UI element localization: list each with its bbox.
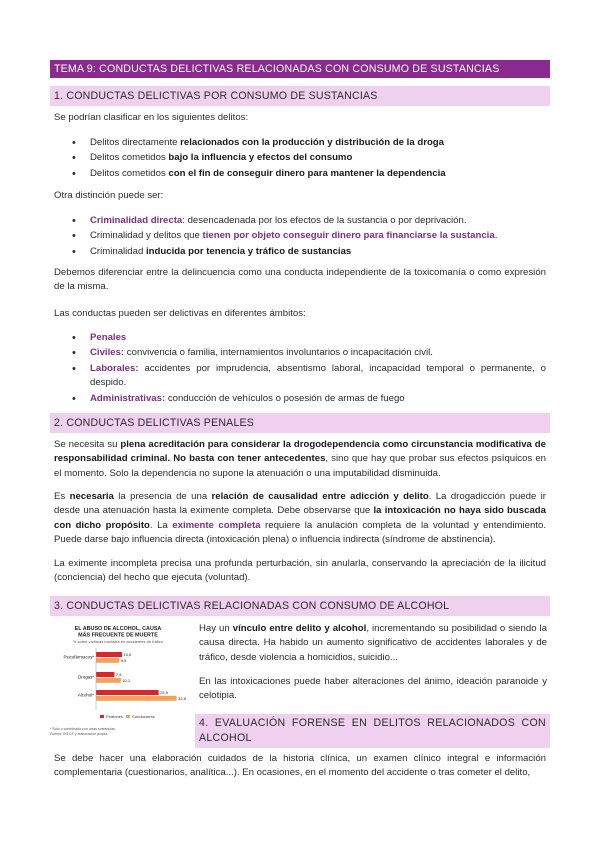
section-3-paragraph-1: Hay un vínculo entre delito y alcohol, incrementando su posibilidad o siendo la causa directa. Ha habido un aumento significativo de accidentes laborales y de tráfico, desde violencia a homicidios, suicidio... <box>199 623 547 663</box>
bar-conductores <box>96 658 119 663</box>
bar-value-label: 9,5 <box>120 657 127 663</box>
list-item: • Criminalidad directa: desencadenada por los efectos de la sustancia o por deprivación. <box>70 214 546 228</box>
chart-legend <box>100 714 155 719</box>
chart-title-line-1: EL ABUSO DE ALCOHOL, CAUSA <box>74 626 162 632</box>
section-3-paragraph-2: En las intoxicaciones puede haber alteraciones del ánimo, ideación paranoide y celotipia. <box>199 676 547 702</box>
section-4-heading: 4. EVALUACIÓN FORENSE EN DELITOS RELACIONADOS CON ALCOHOL <box>195 714 550 748</box>
chart-subtitle: % sobre víctimas mortales en accidentes de tráfico <box>72 639 164 644</box>
criminality-list <box>70 214 546 260</box>
bar-conductores <box>96 696 177 701</box>
bar-peatones <box>96 652 122 657</box>
section-1-intro: Se podrían clasificar en los siguientes delitos: <box>54 112 249 123</box>
bar-value-label: 32,8 <box>178 695 186 701</box>
section-1-paragraph-2: Las conductas pueden ser delictivas en diferentes ámbitos: <box>54 308 306 319</box>
chart-footnote: * Solo o combinado con otras sustancias <box>50 727 115 731</box>
list-item: • Delitos cometidos bajo la influencia y efectos del consumo <box>70 151 546 165</box>
bar-peatones <box>96 690 159 695</box>
list-item: • Civiles: convivencia o familia, internamientos involuntarios o incapacitación civil. <box>70 346 546 360</box>
crime-types-list <box>70 136 546 182</box>
alcohol-mortality-chart <box>48 622 188 744</box>
list-item: • Penales <box>70 331 546 345</box>
chart-title-line-2: MÁS FRECUENTE DE MUERTE <box>78 632 158 639</box>
bar-value-label: 7,5 <box>115 672 122 677</box>
list-item: • Delitos directamente relacionados con la producción y distribución de la droga <box>70 136 546 150</box>
list-item: • Criminalidad inducida por tenencia y tráfico de sustancias <box>70 245 546 259</box>
chart-bars <box>63 652 186 701</box>
bar-value-label: 25,5 <box>160 690 168 695</box>
legend-swatch-conductores <box>126 715 130 718</box>
category-label: Drogas* <box>78 674 94 680</box>
section-3-heading: 3. CONDUCTAS DELICTIVAS RELACIONADAS CON CONSUMO DE ALCOHOL <box>50 596 550 616</box>
section-2-paragraph-1: Se necesita su plena acreditación para considerar la drogodependencia como circunstancia modificativa de responsabilidad criminal. No basta con tener antecedentes, sino que hay que probar sus efectos psíquicos en el momento. Solo la dependencia no supone la atenuación o una imputabilidad disminuida. <box>54 439 546 479</box>
section-4-paragraph-1: Se debe hacer una elaboración cuidados de la historia clínica, un examen clínico integral e información complementaria (cuestionarios, analítica...). En ocasiones, en el momento del accidente o tras cometer el delito, <box>54 753 546 779</box>
bar-value-label: 10,1 <box>122 677 131 683</box>
legend-label-peatones: Peatones <box>106 714 123 719</box>
bar-peatones <box>96 672 114 677</box>
section-2-heading: 2. CONDUCTAS DELICTIVAS PENALES <box>50 413 550 433</box>
bar-value-label: 10,6 <box>123 652 132 657</box>
document-title: TEMA 9: CONDUCTAS DELICTIVAS RELACIONADAS CON CONSUMO DE SUSTANCIAS <box>50 60 550 78</box>
list-item: • Delitos cometidos con el fin de conseguir dinero para mantener la dependencia <box>70 167 546 181</box>
section-1-paragraph-1: Debemos diferenciar entre la delincuencia como una conducta independiente de la toxicomanía o como expresión de la misma. <box>54 267 546 293</box>
legend-label-conductores: Conductores <box>132 714 155 719</box>
section-2-paragraph-3: La eximente incompleta precisa una profunda perturbación, sin anularla, conservando la apreciación de la ilicitud (conciencia) del hecho que ejecuta (voluntad). <box>54 558 546 584</box>
bar-conductores <box>96 678 121 683</box>
category-label: Psicofármacos* <box>63 654 94 660</box>
list-item: • Criminalidad y delitos que tienen por objeto conseguir dinero para financiarse la sustancia. <box>70 229 546 243</box>
list-item: • Administrativas: conducción de vehículos o posesión de armas de fuego <box>70 392 546 406</box>
section-2-paragraph-2: Es necesaria la presencia de una relación de causalidad entre adicción y delito. La drogadicción puede ir desde una atenuación hasta la eximente completa. Debe observarse que la intoxicación no haya sido buscada con dicho propósito. La eximente completa requiere la anulación completa de la voluntad y entendimiento. Puede darse bajo influencia directa (intoxicación plena) o influencia indirecta (síndrome de abstinencia). <box>54 491 546 546</box>
chart-source: Fuente: INTCF y elaboración propia. <box>50 732 109 736</box>
list-item: • Laborales: accidentes por imprudencia, absentismo laboral, incapacidad temporal o permanente, o despido. <box>70 362 546 391</box>
category-label: Alcohol* <box>77 692 94 698</box>
legend-swatch-peatones <box>100 715 104 718</box>
section-1-heading: 1. CONDUCTAS DELICTIVAS POR CONSUMO DE SUSTANCIAS <box>50 86 550 106</box>
section-1-intro-2: Otra distinción puede ser: <box>54 190 164 201</box>
scope-list <box>70 331 546 407</box>
